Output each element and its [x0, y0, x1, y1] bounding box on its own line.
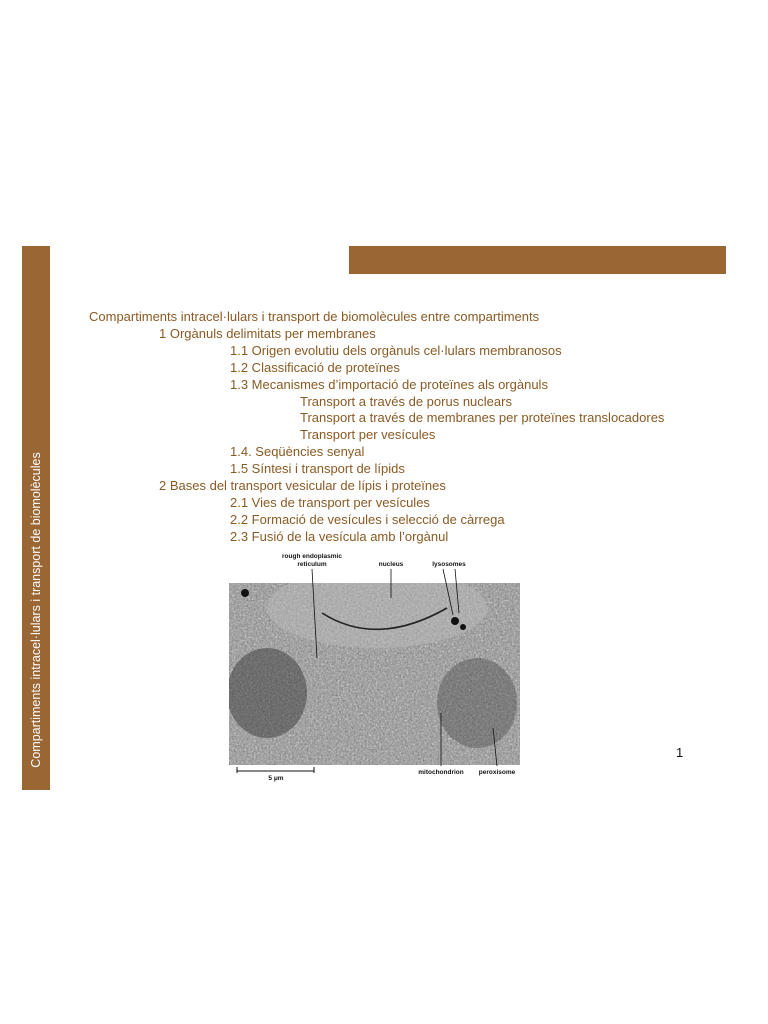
label-nucleus: nucleus: [378, 561, 404, 568]
micrograph-figure: [227, 553, 522, 785]
toc-item-level-2: 1.1 Origen evolutiu dels orgànuls cel·lulars membranosos: [230, 342, 562, 358]
toc-item-level-3: Transport a través de membranes per proteïnes translocadores: [300, 410, 665, 426]
toc-item-level-2: 2.3 Fusió de la vesícula amb l’orgànul: [230, 528, 449, 544]
toc-item-level-2: 2.2 Formació de vesícules i selecció de càrrega: [230, 511, 505, 527]
label-peroxisome: peroxisome: [478, 769, 516, 776]
toc-item-level-0: Compartiments intracel·lulars i transport de biomolècules entre compartiments: [89, 309, 540, 324]
label-mitochondrion: mitochondrion: [418, 769, 464, 776]
label-rer-line2: reticulum: [297, 561, 327, 568]
toc-item-level-3: Transport a través de porus nuclears: [300, 393, 512, 409]
toc-item-level-2: 1.5 Síntesi i transport de lípids: [230, 461, 405, 477]
toc-item-level-3: Transport per vesícules: [300, 427, 436, 443]
label-rer-line1: rough endoplasmic: [282, 553, 342, 560]
label-lysosomes: lysosomes: [432, 561, 466, 568]
page-number: 1: [676, 745, 684, 760]
scale-bar: [237, 767, 314, 773]
label-scale-bar: 5 μm: [268, 775, 284, 782]
toc-item-level-1: 2 Bases del transport vesicular de lípis i proteïnes: [159, 478, 446, 493]
sidebar-title: Compartiments intracel·lulars i transport de biomolècules: [29, 452, 43, 768]
toc-item-level-2: 2.1 Vies de transport per vesícules: [230, 494, 430, 510]
toc-item-level-2: 1.4. Seqüències senyal: [230, 444, 365, 460]
header-band: [349, 246, 726, 274]
toc-item-level-2: 1.2 Classificació de proteïnes: [230, 359, 400, 375]
toc-item-level-1: 1 Orgànuls delimitats per membranes: [159, 325, 376, 341]
toc-item-level-2: 1.3 Mecanismes d’importació de proteïnes als orgànuls: [230, 376, 548, 392]
